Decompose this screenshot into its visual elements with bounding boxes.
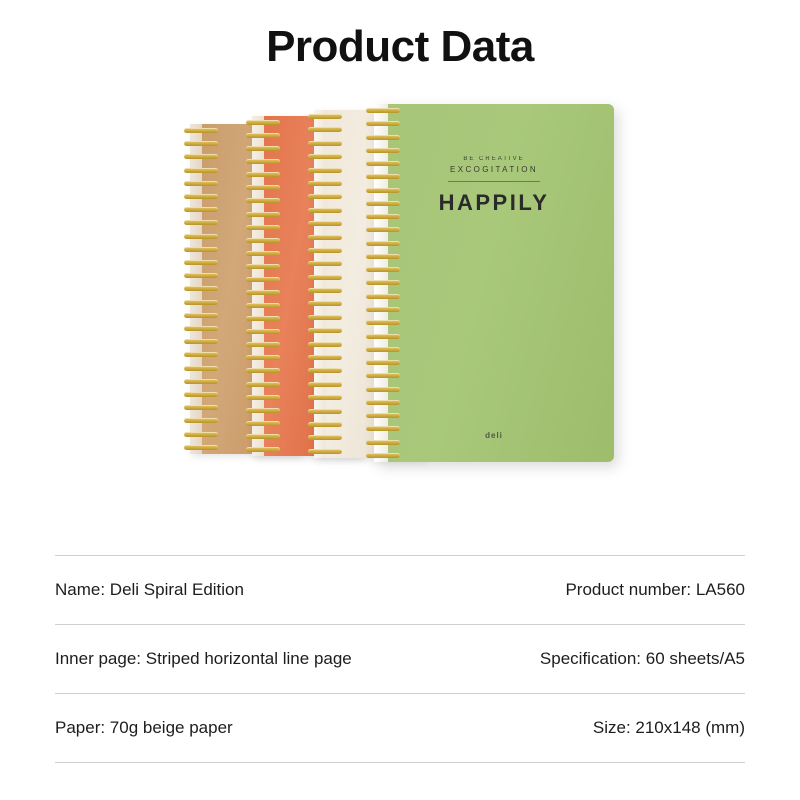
spiral-ring (308, 342, 342, 347)
spiral-ring (184, 418, 218, 423)
spiral-ring (184, 141, 218, 146)
spiral-ring (366, 280, 400, 285)
spiral-ring (246, 355, 280, 360)
cover-line-excogitation: EXCOGITATION (449, 165, 539, 174)
spiral-ring (308, 435, 342, 440)
spiral-ring (366, 294, 400, 299)
spec-product-number: Product number: LA560 (565, 580, 745, 599)
spiral-ring (184, 445, 218, 450)
spiral-ring (308, 315, 342, 320)
spiral-ring (246, 251, 280, 256)
notebook-stack (180, 102, 620, 472)
table-row (55, 555, 745, 624)
spiral-ring (246, 421, 280, 426)
spiral-ring (184, 366, 218, 371)
spiral-ring (246, 408, 280, 413)
spiral-ring (184, 432, 218, 437)
spiral-ring (184, 194, 218, 199)
product-image (0, 82, 800, 502)
spiral-ring (246, 290, 280, 295)
spiral-ring (184, 181, 218, 186)
spiral-ring (184, 352, 218, 357)
green-notebook (374, 104, 614, 462)
spiral-ring (246, 382, 280, 387)
spiral-ring (184, 247, 218, 252)
spiral-ring (366, 400, 400, 405)
spiral-ring (366, 214, 400, 219)
spiral-ring (246, 146, 280, 151)
spiral-coil-cream (308, 114, 342, 454)
cover-text-block (374, 156, 614, 216)
spiral-ring (246, 120, 280, 125)
spiral-ring (184, 207, 218, 212)
spiral-ring (184, 313, 218, 318)
spiral-ring (366, 453, 400, 458)
spiral-ring (184, 326, 218, 331)
spiral-ring (246, 329, 280, 334)
spiral-ring (246, 225, 280, 230)
spiral-ring (246, 277, 280, 282)
spiral-ring (246, 303, 280, 308)
spiral-ring (308, 288, 342, 293)
spiral-coil-green (366, 108, 400, 458)
spiral-ring (246, 447, 280, 452)
spiral-ring (366, 360, 400, 365)
spiral-ring (308, 208, 342, 213)
spiral-ring (366, 161, 400, 166)
spiral-ring (246, 185, 280, 190)
spiral-ring (184, 260, 218, 265)
spiral-ring (246, 212, 280, 217)
spiral-ring (308, 382, 342, 387)
spiral-ring (366, 121, 400, 126)
spec-name: Name: Deli Spiral Edition (55, 580, 244, 599)
spiral-ring (246, 133, 280, 138)
spiral-ring (366, 241, 400, 246)
spiral-ring (366, 320, 400, 325)
spiral-ring (308, 449, 342, 454)
spiral-ring (366, 347, 400, 352)
spec-inner-page: Inner page: Striped horizontal line page (55, 649, 352, 668)
page-title: Product Data (266, 22, 534, 71)
table-row (55, 693, 745, 763)
spiral-ring (184, 339, 218, 344)
spiral-ring (308, 248, 342, 253)
spiral-ring (308, 355, 342, 360)
spiral-ring (366, 108, 400, 113)
spiral-ring (308, 235, 342, 240)
spec-table (55, 555, 745, 763)
spiral-ring (184, 273, 218, 278)
spiral-ring (308, 368, 342, 373)
spiral-ring (308, 261, 342, 266)
spiral-ring (366, 440, 400, 445)
spiral-ring (184, 405, 218, 410)
spiral-ring (308, 141, 342, 146)
spiral-ring (184, 234, 218, 239)
spiral-ring (308, 301, 342, 306)
spiral-ring (184, 168, 218, 173)
spiral-ring (366, 135, 400, 140)
spiral-ring (366, 307, 400, 312)
spiral-ring (184, 286, 218, 291)
spiral-ring (366, 227, 400, 232)
spiral-coil-orange (246, 120, 280, 452)
spiral-ring (366, 334, 400, 339)
spiral-ring (366, 426, 400, 431)
spiral-ring (246, 342, 280, 347)
spiral-ring (308, 154, 342, 159)
spiral-ring (308, 395, 342, 400)
spiral-ring (308, 328, 342, 333)
spiral-ring (366, 188, 400, 193)
table-row (55, 624, 745, 693)
spiral-ring (308, 422, 342, 427)
spiral-ring (246, 264, 280, 269)
spiral-ring (366, 413, 400, 418)
spiral-ring (246, 238, 280, 243)
cover-line-be-creative: BE CREATIVE (463, 156, 525, 162)
spec-specification: Specification: 60 sheets/A5 (539, 649, 745, 668)
spiral-ring (366, 387, 400, 392)
spiral-ring (366, 267, 400, 272)
cover-divider (448, 181, 540, 182)
spiral-ring (246, 368, 280, 373)
spiral-ring (246, 198, 280, 203)
spiral-ring (308, 275, 342, 280)
cover-line-happily: HAPPILY (438, 190, 550, 215)
spiral-ring (184, 154, 218, 159)
spec-size: Size: 210x148 (mm) (592, 718, 745, 737)
spiral-ring (308, 114, 342, 119)
spiral-ring (308, 168, 342, 173)
spiral-ring (308, 409, 342, 414)
spiral-ring (246, 395, 280, 400)
spiral-coil-tan (184, 128, 218, 450)
spiral-ring (246, 316, 280, 321)
brand-logo: deli (485, 431, 503, 440)
spiral-ring (184, 220, 218, 225)
spiral-ring (246, 172, 280, 177)
spiral-ring (246, 159, 280, 164)
spiral-ring (366, 174, 400, 179)
spiral-ring (184, 379, 218, 384)
spiral-ring (366, 148, 400, 153)
spiral-ring (308, 127, 342, 132)
spiral-ring (308, 181, 342, 186)
spiral-ring (246, 434, 280, 439)
spiral-ring (366, 201, 400, 206)
spiral-ring (184, 128, 218, 133)
spiral-ring (366, 373, 400, 378)
spiral-ring (308, 194, 342, 199)
spiral-ring (184, 392, 218, 397)
spec-paper: Paper: 70g beige paper (55, 718, 233, 737)
spiral-ring (184, 300, 218, 305)
spiral-ring (308, 221, 342, 226)
spiral-ring (366, 254, 400, 259)
